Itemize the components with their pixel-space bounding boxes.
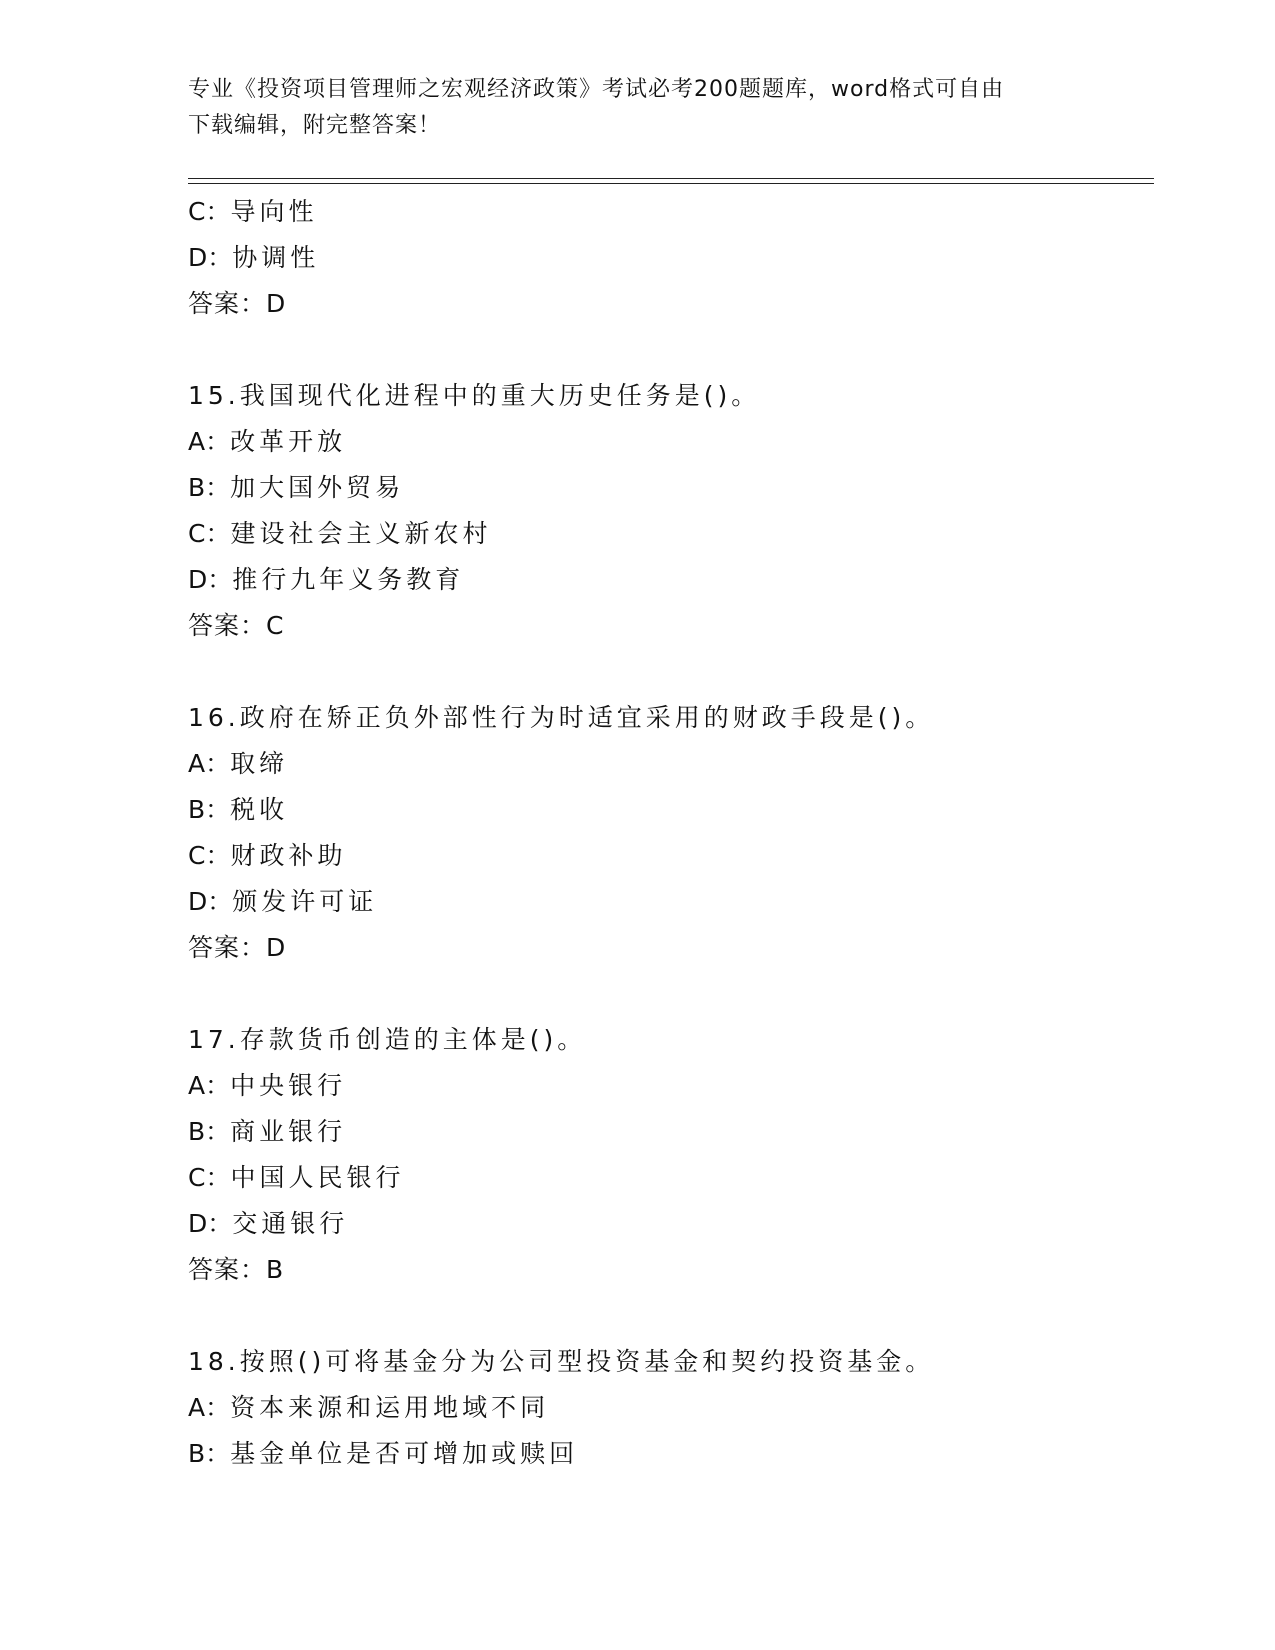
question-15 [188,373,1148,649]
spacer [188,1293,1148,1339]
header-line-1: 专业《投资项目管理师之宏观经济政策》考试必考200题题库，word格式可自由 [188,77,1005,102]
option-a: A：中央银行 [188,1071,347,1100]
question-16 [188,695,1148,971]
option-a: A：取缔 [188,749,289,778]
question-stem: 15.我国现代化进程中的重大历史任务是()。 [188,381,761,410]
option-b: B：基金单位是否可增加或赎回 [188,1439,579,1468]
spacer [188,327,1148,373]
option-d: D：协调性 [188,243,320,272]
question-17 [188,1017,1148,1293]
option-c: C：中国人民银行 [188,1163,405,1192]
question-list [188,189,1148,1477]
option-d: D：颁发许可证 [188,887,378,916]
answer-line: 答案：D [188,933,287,962]
question-stem: 17.存款货币创造的主体是()。 [188,1025,587,1054]
header-divider-top [188,178,1154,179]
option-b: B：加大国外贸易 [188,473,405,502]
document-header [188,72,1088,144]
question-stem: 18.按照()可将基金分为公司型投资基金和契约投资基金。 [188,1347,935,1376]
header-divider-bottom [188,183,1154,184]
option-c: C：财政补助 [188,841,347,870]
option-d: D：推行九年义务教育 [188,565,465,594]
spacer [188,649,1148,695]
answer-line: 答案：B [188,1255,285,1284]
spacer [188,971,1148,1017]
option-c: C：导向性 [188,197,318,226]
header-line-2: 下载编辑，附完整答案！ [188,113,442,138]
option-a: A：资本来源和运用地域不同 [188,1393,550,1422]
option-b: B：税收 [188,795,289,824]
option-d: D：交通银行 [188,1209,349,1238]
answer-line: 答案：D [188,289,287,318]
question-18 [188,1339,1148,1477]
option-c: C：建设社会主义新农村 [188,519,492,548]
question-stem: 16.政府在矫正负外部性行为时适宜采用的财政手段是()。 [188,703,935,732]
option-b: B：商业银行 [188,1117,347,1146]
answer-line: 答案：C [188,611,285,640]
option-a: A：改革开放 [188,427,347,456]
